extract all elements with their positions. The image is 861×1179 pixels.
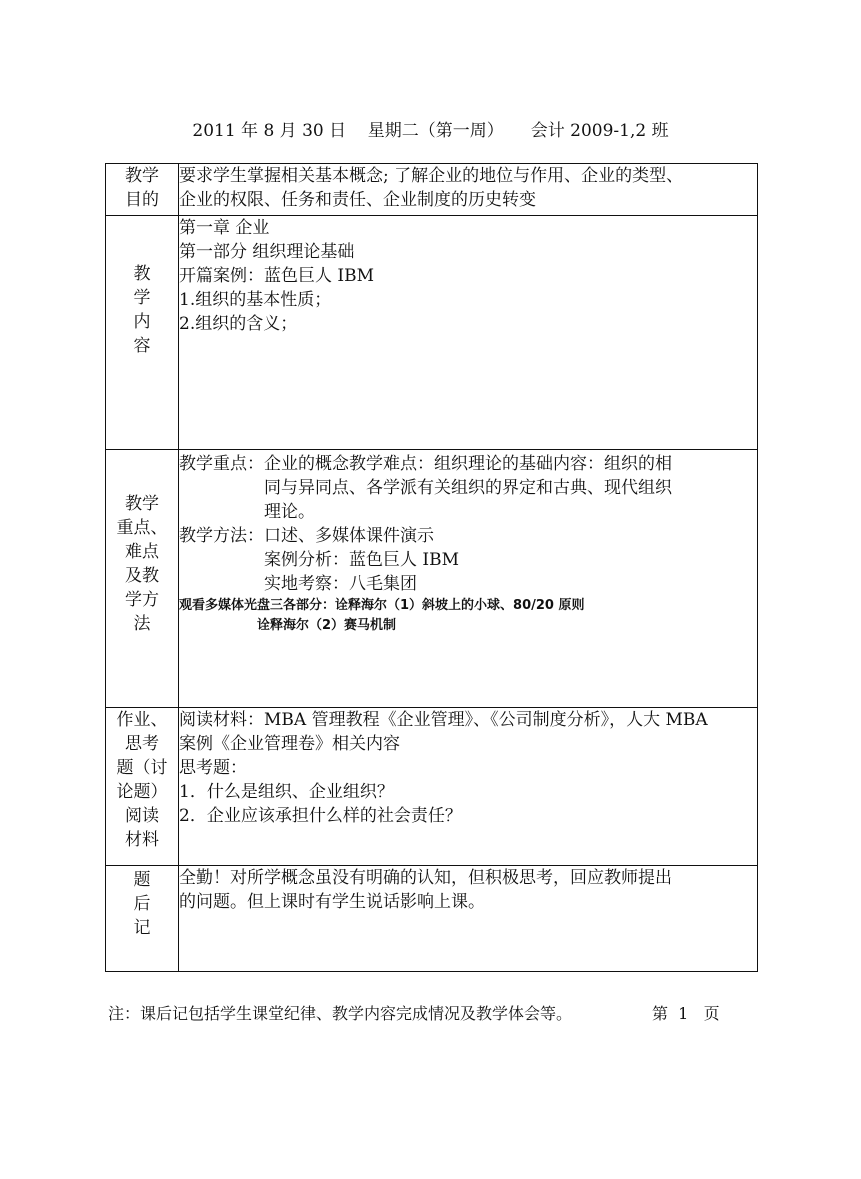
content-homework: 阅读材料：MBA 管理教程《企业管理》、《公司制度分析》，人大 MBA 案例《企业管理卷》相关内容 思考题： 1．什么是组织、企业组织？ 2．企业应该承担什么样的社会责任？ — [179, 708, 758, 866]
label-content: 教 学 内 容 — [106, 216, 179, 450]
video-note-line-2: 诠释海尔（2）赛马机制 — [257, 618, 397, 633]
content-content: 第一章 企业 第一部分 组织理论基础 开篇案例：蓝色巨人 IBM 1.组织的基本性质； 2.组织的含义； — [179, 216, 758, 450]
key-points: 教学重点： 企业的概念教学难点：组织理论的基础内容：组织的相 同与异同点、各学派有关组织的界定和古典、现代组织 理论。 — [179, 454, 672, 522]
video-note-line-1: 观看多媒体光盘三各部分：诠释海尔（1）斜坡上的小球、80/20 原则 — [179, 598, 585, 613]
label-focus-method: 教学 重点、 难点 及教 学方 法 — [106, 450, 179, 708]
label-postnote: 题 后 记 — [106, 866, 179, 972]
footer-note: 注：课后记包括学生课堂纪律、教学内容完成情况及教学体会等。 — [108, 1004, 573, 1023]
teaching-methods: 教学方法： 口述、多媒体课件演示 案例分析：蓝色巨人 IBM 实地考察：八毛集团 — [179, 526, 460, 594]
row-objective — [106, 164, 758, 216]
label-objective: 教学 目的 — [106, 164, 179, 216]
lesson-plan-table — [105, 163, 758, 972]
key-points-label: 教学重点： — [179, 454, 264, 474]
content-postnote: 全勤！对所学概念虽没有明确的认知，但积极思考，回应教师提出 的问题。但上课时有学生说话影响上课。 — [179, 866, 758, 972]
row-postnote — [106, 866, 758, 972]
row-focus-method — [106, 450, 758, 708]
document-header: 2011 年 8 月 30 日 星期二（第一周） 会计 2009-1,2 班 — [192, 121, 669, 141]
teaching-methods-label: 教学方法： — [179, 526, 264, 546]
label-homework: 作业、 思考 题（讨 论题） 阅读 材料 — [106, 708, 179, 866]
row-content — [106, 216, 758, 450]
page-number: 第 1 页 — [652, 1004, 720, 1023]
row-homework — [106, 708, 758, 866]
content-objective: 要求学生掌握相关基本概念; 了解企业的地位与作用、企业的类型、 企业的权限、任务和责任、企业制度的历史转变 — [179, 164, 758, 216]
content-focus-method — [179, 450, 758, 708]
